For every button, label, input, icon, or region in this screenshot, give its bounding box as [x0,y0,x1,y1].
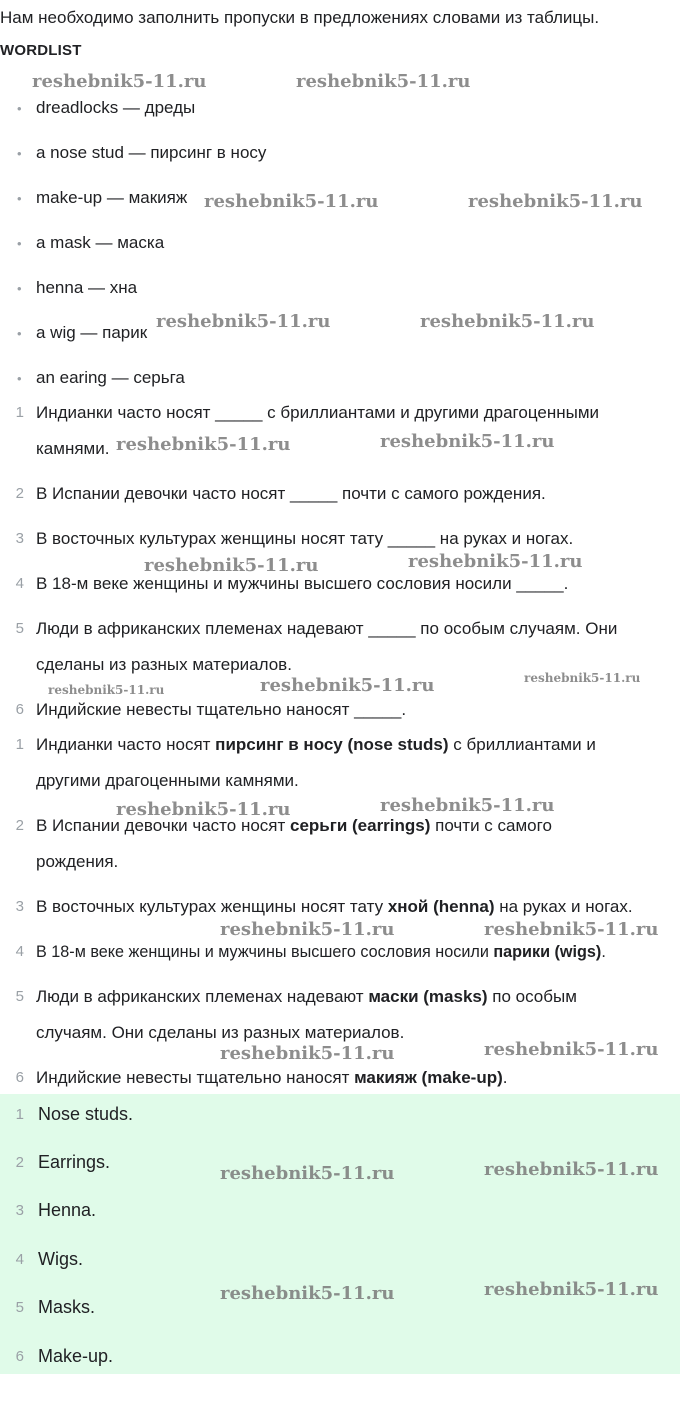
watermark: reshebnik5-11.ru [484,1279,659,1300]
wordlist-item: • an earing — серьга [36,366,185,390]
filled-number: 5 [15,988,24,1005]
filled-number: 6 [15,1069,24,1086]
answer-number: 1 [15,1106,24,1123]
answers-panel [0,1094,680,1374]
wordlist-item: • dreadlocks — дреды [36,96,195,120]
filled-5-line-2: случаям. Они сделаны из разных материалов. [36,1023,405,1042]
filled-text: Индианки часто носят [36,735,216,754]
watermark: reshebnik5-11.ru [116,799,291,820]
filled-text: В 18-м веке женщины и мужчины высшего сословия носили [36,943,494,961]
answer-item: Masks. [38,1297,96,1317]
answer-number: 3 [15,1202,24,1219]
wordlist-item: • a nose stud — пирсинг в носу [36,141,266,165]
filled-4 [36,940,606,964]
task-number: 5 [15,620,24,637]
filled-text: по особым [487,987,577,1006]
filled-5-line-1 [36,985,577,1009]
task-2: В Испании девочки часто носят _____ почти с самого рождения. [36,484,546,503]
answer-item: Henna. [38,1200,97,1220]
filled-number: 1 [15,736,24,753]
task-number: 6 [15,701,24,718]
answer-number: 6 [15,1348,24,1365]
watermark: reshebnik5-11.ru [220,1283,395,1304]
watermark: reshebnik5-11.ru [220,1043,395,1064]
filled-text: Люди в африканских племенах надевают [36,987,369,1006]
filled-text: В восточных культурах женщины носят тату [36,897,388,916]
wordlist-title: WORDLIST [0,42,82,59]
watermark: reshebnik5-11.ru [156,311,331,332]
watermark: reshebnik5-11.ru [420,311,595,332]
answer-number: 5 [15,1299,24,1316]
watermark: reshebnik5-11.ru [524,671,641,685]
answer-highlight: парики (wigs) [493,943,602,961]
filled-text: В Испании девочки часто носят [36,816,290,835]
filled-2-line-2: рождения. [36,852,119,871]
answer-item: Nose studs. [38,1104,134,1124]
watermark: reshebnik5-11.ru [468,191,643,212]
answer-highlight: макияж (make-up) [354,1068,503,1087]
filled-2-line-1 [36,814,552,838]
watermark: reshebnik5-11.ru [484,1159,659,1180]
filled-text: Индийские невесты тщательно наносят [36,1068,355,1087]
filled-text: с бриллиантами и [448,735,596,754]
filled-text: на руках и ногах. [494,897,633,916]
filled-number: 2 [15,817,24,834]
filled-text: . [601,943,606,961]
task-5-line-2: сделаны из разных материалов. [36,655,292,674]
wordlist-item: • a mask — маска [36,231,164,255]
task-number: 2 [15,485,24,502]
answer-highlight: маски (masks) [368,987,488,1006]
wordlist-item: • a wig — парик [36,321,147,345]
task-number: 3 [15,530,24,547]
watermark: reshebnik5-11.ru [220,1163,395,1184]
filled-1-line-1 [36,733,596,757]
task-1-line-1: Индианки часто носят _____ с бриллиантами и другими драгоценными [36,403,600,422]
answer-item: Earrings. [38,1152,111,1172]
task-4: В 18-м веке женщины и мужчины высшего сословия носили _____. [36,574,569,593]
answer-item: Make-up. [38,1346,114,1366]
filled-text: почти с самого [430,816,552,835]
task-number: 1 [15,404,24,421]
filled-text: . [502,1068,508,1087]
wordlist-item: • henna — хна [36,276,137,300]
answer-highlight: пирсинг в носу (nose studs) [215,735,449,754]
answer-item: Wigs. [38,1249,83,1269]
watermark: reshebnik5-11.ru [260,675,435,696]
watermark: reshebnik5-11.ru [296,71,471,92]
intro-text: Нам необходимо заполнить пропуски в предложениях словами из таблицы. [0,8,600,27]
filled-6 [36,1066,508,1090]
filled-1-line-2: другими драгоценными камнями. [36,771,299,790]
watermark: reshebnik5-11.ru [220,919,395,940]
watermark: reshebnik5-11.ru [380,795,555,816]
watermark: reshebnik5-11.ru [144,555,319,576]
watermark: reshebnik5-11.ru [484,919,659,940]
task-6: Индийские невесты тщательно наносят _____. [36,700,407,719]
answer-highlight: хной (henna) [387,897,495,916]
filled-number: 4 [15,943,24,960]
task-number: 4 [15,575,24,592]
filled-number: 3 [15,898,24,915]
watermark: reshebnik5-11.ru [48,683,165,697]
task-5-line-1: Люди в африканских племенах надевают _____ по особым случаям. Они [36,619,618,638]
answer-number: 2 [15,1154,24,1171]
watermark: reshebnik5-11.ru [32,71,207,92]
watermark: reshebnik5-11.ru [116,434,291,455]
watermark: reshebnik5-11.ru [204,191,379,212]
answer-number: 4 [15,1251,24,1268]
filled-3 [36,895,633,919]
watermark: reshebnik5-11.ru [408,551,583,572]
task-1-line-2: камнями. [36,439,110,458]
answer-highlight: серьги (earrings) [290,816,431,835]
task-3: В восточных культурах женщины носят тату _____ на руках и ногах. [36,529,574,548]
wordlist-item: • make-up — макияж [36,186,187,210]
watermark: reshebnik5-11.ru [484,1039,659,1060]
watermark: reshebnik5-11.ru [380,431,555,452]
